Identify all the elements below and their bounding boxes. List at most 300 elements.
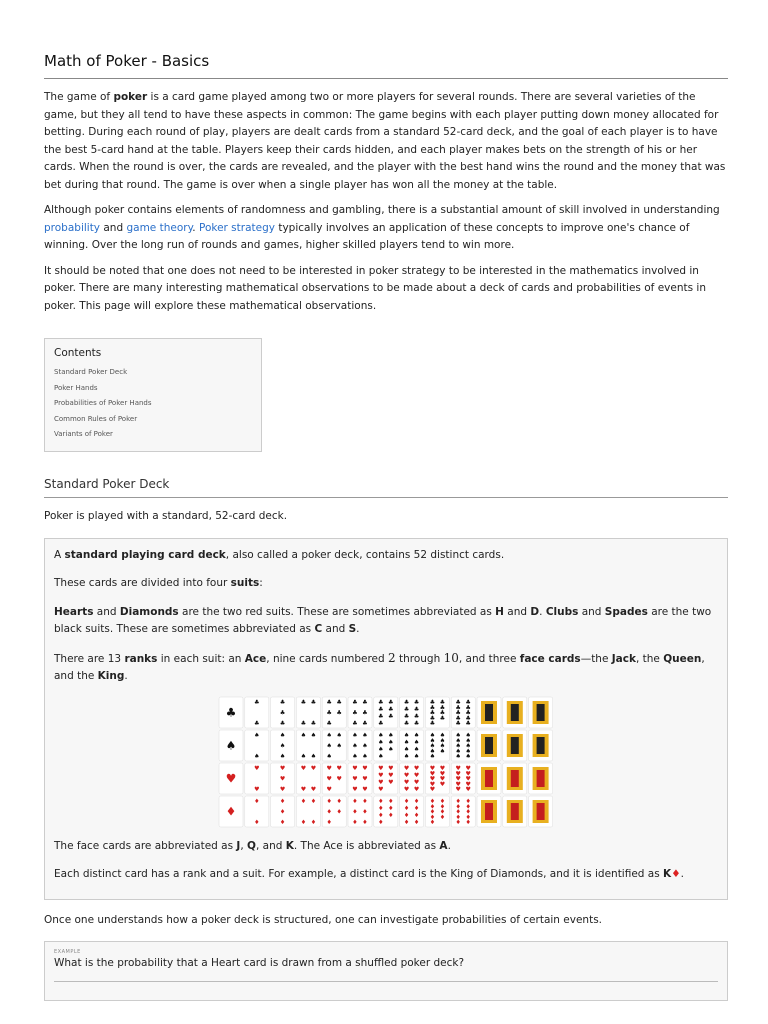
svg-text:♠: ♠ [413,745,420,753]
text: and [100,221,127,234]
svg-text:♠: ♠ [362,752,368,760]
svg-text:♥: ♥ [310,764,317,772]
svg-text:♣: ♣ [352,719,358,727]
svg-text:♠: ♠ [429,752,436,760]
playing-card [477,697,501,728]
svg-text:♠: ♠ [310,731,317,739]
svg-text:♥: ♥ [455,785,461,793]
svg-text:♦: ♦ [403,797,410,805]
svg-text:♥: ♥ [403,778,410,786]
playing-card [451,697,475,728]
svg-text:♠: ♠ [310,752,317,760]
svg-text:♦: ♦ [254,818,260,826]
svg-text:♠: ♠ [455,747,461,755]
svg-text:♣: ♣ [336,698,342,706]
svg-text:♣: ♣ [465,698,471,706]
svg-text:♠: ♠ [439,736,446,744]
svg-text:♥: ♥ [362,764,368,772]
bold-term: Hearts [54,605,94,618]
playing-card [400,730,424,761]
text: . [539,605,546,618]
svg-text:♦: ♦ [455,813,461,821]
playing-card [219,763,243,794]
bold-term: Q [247,839,256,852]
svg-text:♦: ♦ [403,811,410,819]
playing-card [529,697,553,728]
svg-text:♥: ♥ [413,764,420,772]
playing-card [451,730,475,761]
svg-text:♥: ♥ [254,764,260,772]
text: : [259,577,263,589]
svg-text:♣: ♣ [429,698,436,706]
bold-term: Queen [663,652,702,665]
svg-text:♣: ♣ [413,698,420,706]
svg-text:♣: ♣ [326,698,332,706]
text: , and the [54,652,705,682]
svg-text:♦: ♦ [439,813,446,821]
svg-text:♥: ♥ [429,764,436,772]
bold-term: A [439,839,448,852]
svg-text:♠: ♠ [254,752,260,760]
playing-card [271,697,295,728]
svg-text:♥: ♥ [378,785,384,793]
example-divider [54,981,718,982]
playing-card [271,730,295,761]
svg-text:♠: ♠ [336,742,342,749]
svg-text:♣: ♣ [279,698,286,706]
svg-text:♣: ♣ [336,709,342,716]
text: A [54,548,65,561]
svg-text:♦: ♦ [465,797,471,805]
playing-card [348,763,372,794]
playing-card [271,763,295,794]
bold-term: ranks [124,652,158,665]
svg-text:♦: ♦ [225,804,237,818]
svg-text:♣: ♣ [455,714,461,722]
svg-text:♦: ♦ [439,808,446,815]
svg-text:♠: ♠ [362,731,368,739]
bold-term: J [236,839,241,852]
diamond-icon: ♦ [671,868,681,880]
playing-card [503,796,527,827]
probability-link[interactable]: probability [44,221,101,234]
svg-text:♠: ♠ [362,742,368,749]
svg-text:♦: ♦ [455,797,461,805]
svg-text:♠: ♠ [378,752,384,760]
svg-text:♥: ♥ [310,785,317,793]
playing-card [451,763,475,794]
svg-text:♣: ♣ [378,712,384,720]
playing-card [400,697,424,728]
svg-text:♠: ♠ [254,731,260,739]
svg-text:♣: ♣ [300,698,307,706]
article [44,0,728,1001]
definition-box [44,538,728,900]
svg-text:♣: ♣ [378,705,384,713]
svg-text:♥: ♥ [362,775,368,782]
svg-text:♣: ♣ [225,705,237,719]
svg-text:♠: ♠ [352,752,358,760]
svg-text:♠: ♠ [326,752,332,760]
section-heading: Standard Poker Deck [44,477,728,498]
svg-text:♦: ♦ [403,818,410,826]
svg-text:♦: ♦ [279,808,286,815]
svg-text:♣: ♣ [403,698,410,706]
playing-card [348,796,372,827]
svg-text:♣: ♣ [439,698,446,706]
intro-paragraph-3: It should be noted that one does not need to be interested in poker strategy to be interested in the mathematics involved in poker. There are many interesting mathematical observations to be made about a deck of cards and probabilities of events in poker. This page will explore these mathematical observations. [44,264,706,312]
svg-text:♠: ♠ [403,745,410,753]
svg-text:♣: ♣ [465,714,471,722]
svg-text:♥: ♥ [388,778,394,786]
playing-card [477,796,501,827]
text: and [93,605,120,618]
svg-text:♥: ♥ [352,785,358,793]
svg-text:♥: ♥ [465,785,471,793]
svg-text:♦: ♦ [413,811,420,819]
math-number: 2 [388,650,396,665]
bold-term: poker [113,91,148,103]
svg-text:♣: ♣ [429,719,436,727]
text: , [240,839,248,852]
svg-text:♥: ♥ [439,775,446,782]
definition-line-1 [54,547,718,565]
svg-text:♦: ♦ [352,818,358,826]
svg-text:♦: ♦ [439,802,446,810]
svg-text:♣: ♣ [455,719,461,727]
svg-text:♥: ♥ [455,780,461,788]
playing-card [451,796,475,827]
playing-card [219,730,243,761]
svg-text:♦: ♦ [429,802,436,810]
svg-text:♣: ♣ [362,709,368,716]
svg-text:♦: ♦ [378,818,384,826]
svg-text:♥: ♥ [429,775,436,782]
bold-term: Ace [244,652,267,665]
playing-card [529,730,553,761]
svg-text:♠: ♠ [455,742,461,749]
svg-text:♠: ♠ [352,742,358,749]
text: . [680,868,684,880]
playing-card [219,697,243,728]
svg-text:♣: ♣ [362,698,368,706]
svg-text:♣: ♣ [429,709,436,716]
svg-text:♣: ♣ [403,705,410,713]
text: and [322,623,349,635]
svg-text:♦: ♦ [413,804,420,812]
svg-text:♣: ♣ [310,698,317,706]
playing-card [322,697,346,728]
bold-term: face cards [519,652,581,665]
game-theory-link[interactable]: game theory [126,221,193,234]
svg-text:♦: ♦ [326,797,332,805]
playing-card [348,697,372,728]
svg-text:♠: ♠ [352,731,358,739]
svg-text:♠: ♠ [378,745,384,753]
svg-text:♦: ♦ [413,818,420,826]
svg-text:♥: ♥ [362,785,368,793]
svg-text:♠: ♠ [300,731,307,739]
svg-text:♥: ♥ [439,780,446,788]
svg-text:♠: ♠ [225,738,237,752]
text: . [124,670,128,682]
svg-text:♥: ♥ [378,778,384,786]
svg-text:♦: ♦ [388,811,394,819]
svg-text:♣: ♣ [388,705,394,713]
playing-card [245,697,269,728]
svg-text:♦: ♦ [336,808,342,815]
svg-text:♣: ♣ [279,719,286,727]
svg-text:♦: ♦ [455,802,461,810]
svg-text:♦: ♦ [300,818,307,826]
svg-text:♠: ♠ [403,738,410,746]
svg-text:♦: ♦ [465,813,471,821]
playing-card [425,763,449,794]
svg-text:♥: ♥ [429,785,436,793]
svg-text:♠: ♠ [439,747,446,755]
svg-text:♣: ♣ [403,712,410,720]
bold-term: Diamonds [119,605,179,618]
text: These cards are divided into four [54,577,231,589]
bold-term: H [495,605,504,618]
text: and [503,605,531,618]
playing-card [425,697,449,728]
toc-item-probabilities[interactable]: Probabilities of Poker Hands [54,399,152,407]
svg-text:♦: ♦ [279,797,286,805]
bold-term: S [348,623,357,635]
page-title: Math of Poker - Basics [44,0,728,79]
svg-text:♦: ♦ [279,818,286,826]
playing-card [296,763,320,794]
svg-text:♥: ♥ [413,785,420,793]
text: —the [580,652,612,665]
text: are the two red suits. These are sometimes abbreviated as [178,605,496,618]
svg-text:♥: ♥ [465,769,471,777]
svg-text:♠: ♠ [326,742,332,749]
svg-text:♦: ♦ [429,818,436,826]
playing-card [477,763,501,794]
svg-text:♥: ♥ [352,764,358,772]
text: , and [255,839,286,852]
svg-text:♥: ♥ [439,764,446,772]
svg-text:♣: ♣ [378,719,384,727]
svg-text:♦: ♦ [388,797,394,805]
svg-text:♠: ♠ [465,742,471,749]
toc-item-variants[interactable]: Variants of Poker [54,430,113,438]
svg-text:♣: ♣ [362,719,368,727]
playing-card [245,763,269,794]
text: Each distinct card has a rank and a suit. For example, a distinct card is the King of Diamonds, and it is identified as [54,868,664,880]
svg-text:♦: ♦ [310,818,317,826]
text: There are 13 [54,652,125,665]
svg-text:♠: ♠ [403,731,410,739]
bold-term: K [285,839,294,852]
text: . [356,623,360,635]
playing-card [296,730,320,761]
svg-text:♥: ♥ [225,771,237,785]
svg-text:♦: ♦ [378,797,384,805]
svg-text:♣: ♣ [403,719,410,727]
svg-text:♠: ♠ [413,738,420,746]
bold-term: Jack [611,652,636,665]
playing-card [503,763,527,794]
bold-term: suits [230,577,260,589]
poker-strategy-link[interactable]: Poker strategy [198,221,275,234]
playing-card [374,763,398,794]
svg-text:♠: ♠ [413,752,420,760]
svg-text:♠: ♠ [388,745,394,753]
svg-text:♣: ♣ [378,698,384,706]
svg-text:♣: ♣ [455,703,461,711]
text: Although poker contains elements of randomness and gambling, there is a substantial amount of skill involved in understanding [44,204,720,216]
text: is a card game played among two or more players for several rounds. There are several varieties of the game, but they all tend to have these aspects in common: The game begins with each player putting down money allocated for betting. During each round of play, players are dealt cards from a standard 52-card deck, and the goal of each player is to have the best 5-card hand at the table. Players keep their cards hidden, and each player makes bets on the strength of his or her cards. When the round is over, the cards are revealed, and the player with the best hand wins the round and the money that was bet during that round. The game is over when a single player has won all the money at the table. [44,91,726,191]
svg-text:♣: ♣ [310,719,317,727]
svg-text:♠: ♠ [429,742,436,749]
svg-text:♥: ♥ [336,764,342,772]
svg-text:♦: ♦ [429,813,436,821]
svg-text:♥: ♥ [455,769,461,777]
svg-text:♠: ♠ [300,752,307,760]
svg-text:♦: ♦ [362,797,368,805]
playing-card [219,796,243,827]
definition-line-4 [54,650,718,686]
svg-text:♥: ♥ [326,775,332,782]
text: . [447,839,451,852]
svg-text:♥: ♥ [439,769,446,777]
playing-card [271,796,295,827]
definition-line-3 [54,604,718,639]
svg-text:♠: ♠ [429,736,436,744]
svg-text:♦: ♦ [465,802,471,810]
svg-text:♥: ♥ [378,764,384,772]
card-deck-image [218,696,554,828]
svg-text:♥: ♥ [352,775,358,782]
svg-text:♦: ♦ [429,808,436,815]
definition-line-5 [54,838,718,856]
svg-text:♥: ♥ [300,785,307,793]
text: typically involves an application of these concepts to improve one's chance of winning. Over the long run of rounds and games, higher skilled players tend to win more. [44,221,690,251]
svg-text:♠: ♠ [326,731,332,739]
svg-text:♣: ♣ [279,709,286,716]
bold-term: K [663,868,672,880]
svg-text:♥: ♥ [403,785,410,793]
playing-card [400,796,424,827]
toc-item-common-rules[interactable]: Common Rules of Poker [54,414,138,423]
svg-text:♠: ♠ [465,747,471,755]
svg-text:♠: ♠ [279,731,286,739]
svg-text:♦: ♦ [326,818,332,826]
svg-text:♥: ♥ [279,785,286,793]
svg-text:♣: ♣ [388,698,394,706]
playing-card [477,730,501,761]
svg-text:♦: ♦ [429,797,436,805]
svg-text:♥: ♥ [326,764,332,772]
playing-card [529,796,553,827]
svg-text:♣: ♣ [429,714,436,722]
bold-term: Clubs [545,605,579,618]
svg-text:♦: ♦ [413,797,420,805]
text: The game of [44,91,114,103]
playing-card [503,730,527,761]
svg-text:♥: ♥ [326,785,332,793]
bold-term: Spades [604,605,648,618]
svg-text:♣: ♣ [254,698,260,706]
svg-text:♦: ♦ [254,797,260,805]
svg-text:♣: ♣ [439,714,446,722]
svg-text:♦: ♦ [310,797,317,805]
toc-title: Contents [54,347,102,359]
svg-text:♦: ♦ [439,797,446,805]
bold-term: D [530,605,540,618]
svg-text:♦: ♦ [388,804,394,812]
svg-text:♠: ♠ [429,747,436,755]
transition-paragraph: Once one understands how a poker deck is structured, one can investigate probabilities of certain events. [44,913,603,926]
svg-text:♥: ♥ [300,764,307,772]
svg-text:♠: ♠ [455,731,461,739]
playing-card [322,763,346,794]
text: through [395,652,444,665]
svg-text:♠: ♠ [439,742,446,749]
svg-text:♠: ♠ [378,731,384,739]
bold-term: standard playing card deck [64,548,226,561]
svg-text:♦: ♦ [455,808,461,815]
playing-card [374,730,398,761]
text: are the two black suits. These are sometimes abbreviated as [54,605,712,635]
svg-text:♣: ♣ [326,709,332,716]
svg-text:♣: ♣ [413,705,420,713]
svg-text:♣: ♣ [300,719,307,727]
playing-card [245,730,269,761]
svg-text:♥: ♥ [254,785,260,793]
toc-item-poker-hands[interactable]: Poker Hands [54,383,98,392]
text: , the [635,652,664,665]
example-question: What is the probability that a Heart card is drawn from a shuffled poker deck? [54,957,465,969]
svg-text:♣: ♣ [465,719,471,727]
svg-text:♠: ♠ [439,731,446,739]
bold-term: King [97,670,125,682]
svg-text:♦: ♦ [465,808,471,815]
svg-text:♣: ♣ [254,719,260,727]
text: . [192,221,199,234]
definition-line-6 [54,866,718,884]
svg-text:♣: ♣ [352,698,358,706]
toc-item-standard-poker-deck[interactable]: Standard Poker Deck [54,368,128,376]
svg-text:♥: ♥ [388,764,394,772]
svg-text:♦: ♦ [378,804,384,812]
svg-text:♣: ♣ [439,709,446,716]
text: , and three [458,652,520,665]
playing-card [296,796,320,827]
svg-text:♣: ♣ [413,712,420,720]
svg-text:♣: ♣ [352,709,358,716]
playing-card [529,763,553,794]
svg-text:♠: ♠ [336,731,342,739]
svg-text:♦: ♦ [300,797,307,805]
playing-card [400,763,424,794]
svg-text:♠: ♠ [465,731,471,739]
svg-text:♣: ♣ [465,709,471,716]
svg-text:♥: ♥ [413,771,420,779]
section-lead: Poker is played with a standard, 52-card deck. [44,510,288,522]
svg-text:♦: ♦ [352,808,358,815]
svg-text:♠: ♠ [455,752,461,760]
svg-text:♠: ♠ [388,731,394,739]
svg-text:♣: ♣ [429,703,436,711]
svg-text:♥: ♥ [388,771,394,779]
svg-text:♦: ♦ [352,797,358,805]
playing-card [322,730,346,761]
playing-card [425,796,449,827]
